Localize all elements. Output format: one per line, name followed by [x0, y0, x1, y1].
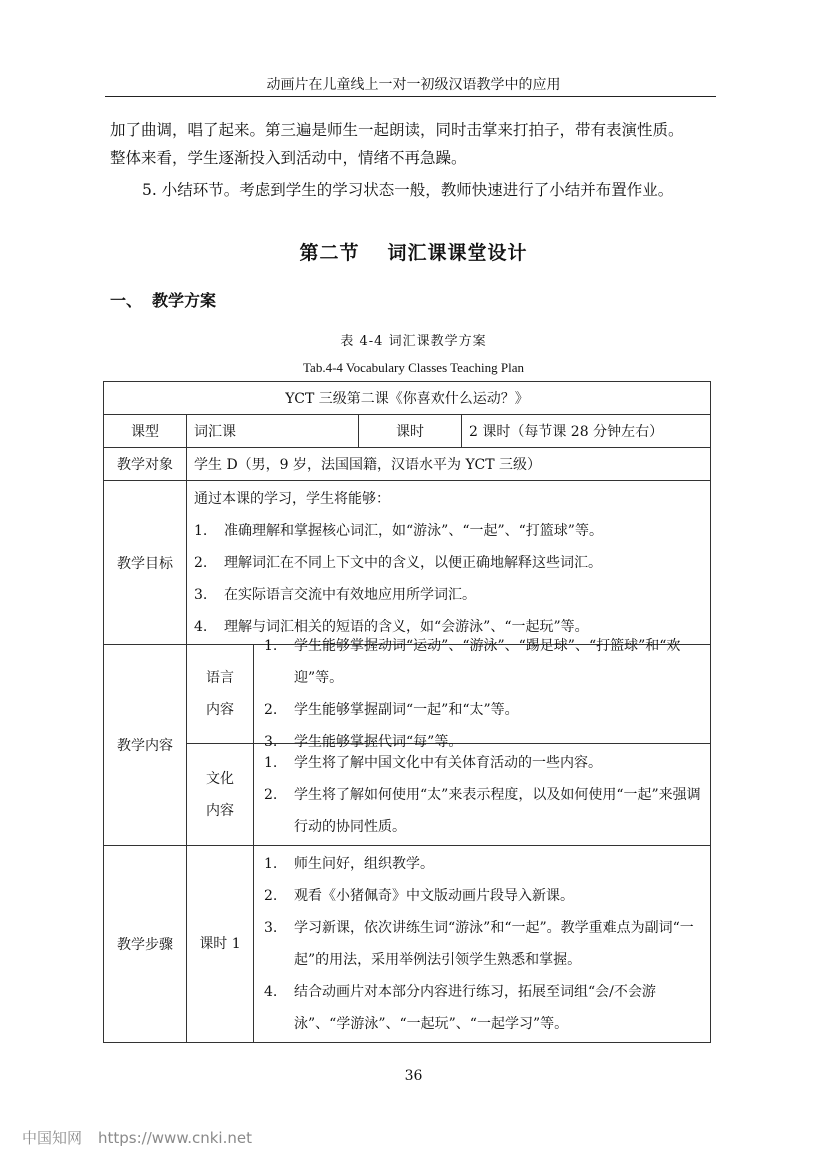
content-label: 教学内容: [104, 645, 187, 846]
language-content-block: [187, 638, 710, 750]
header-rule: [105, 96, 716, 97]
teaching-plan-table: [103, 381, 711, 1043]
period-label: 课时 1: [199, 936, 241, 952]
goals-intro: 通过本课的学习，学生将能够：: [194, 490, 390, 507]
lesson-title-cell: YCT 三级第二课《你喜欢什么运动？》: [104, 382, 711, 415]
goal-item: 4. 理解与词汇相关的短语的含义，如“会游泳”、“一起玩”等。: [194, 618, 589, 635]
watermark: [22, 1127, 252, 1148]
target-value: 学生 D（男，9 岁，法国国籍，汉语水平为 YCT 三级）: [187, 448, 711, 481]
watermark-url: https://www.cnki.net: [98, 1129, 252, 1147]
content-cell: [187, 638, 711, 846]
language-item: 3. 学生能够掌握代词“每”等。: [264, 734, 463, 750]
language-item: 2. 学生能够掌握副词“一起”和“太”等。: [264, 702, 519, 718]
step-item: 1. 师生问好，组织教学。: [264, 856, 434, 872]
section-title: [0, 238, 827, 265]
goals-label: 教学目标: [104, 481, 187, 645]
table-caption-en: Tab.4-4 Vocabulary Classes Teaching Plan: [303, 360, 524, 375]
goal-item: 1. 准确理解和掌握核心词汇，如“游泳”、“一起”、“打篮球”等。: [194, 522, 603, 539]
language-content-label: 语言 内容: [206, 670, 234, 718]
class-hours-label: 课时: [359, 415, 462, 448]
steps-cell: [187, 846, 711, 1043]
subsection-name: 教学方案: [152, 291, 217, 310]
goal-item: 3. 在实际语言交流中有效地应用所学词汇。: [194, 586, 476, 603]
course-type-label: 课型: [104, 415, 187, 448]
class-hours-value: 2 课时（每节课 28 分钟左右）: [462, 415, 711, 448]
watermark-brand: 中国知网: [22, 1129, 83, 1147]
body-paragraph-line: 加了曲调，唱了起来。第三遍是师生一起朗读，同时击掌来打拍子，带有表演性质。: [110, 121, 684, 139]
culture-item: 1. 学生将了解中国文化中有关体育活动的一些内容。: [264, 754, 602, 771]
step-item: 2. 观看《小猪佩奇》中文版动画片段导入新课。: [264, 888, 574, 904]
goal-item: 2. 理解词汇在不同上下文中的含义，以便正确地解释这些词汇。: [194, 554, 602, 571]
body-paragraph-item: 5. 小结环节。考虑到学生的学习状态一般，教师快速进行了小结并布置作业。: [142, 181, 674, 199]
running-header: 动画片在儿童线上一对一初级汉语教学中的应用: [266, 77, 561, 93]
course-type-value: 词汇课: [187, 415, 359, 448]
subsection-title: [110, 288, 216, 311]
subsection-number: 一、: [110, 291, 143, 310]
body-paragraph-line: 整体来看，学生逐渐投入到活动中，情绪不再急躁。: [110, 149, 467, 167]
steps-label: 教学步骤: [104, 846, 187, 1043]
culture-item: 2. 学生将了解如何使用“太”来表示程度，以及如何使用“一起”来强调行动的协同性质。: [264, 786, 701, 835]
section-name: 词汇课课堂设计: [387, 242, 528, 264]
culture-content-block: [187, 744, 710, 845]
goals-cell: [187, 481, 711, 645]
table-caption-zh: 表 4-4 词汇课教学方案: [340, 334, 487, 349]
step-item: 4. 结合动画片对本部分内容进行练习，拓展至词组“会/不会游泳”、“学游泳”、“一起玩”、“一起学习”等。: [264, 984, 656, 1032]
section-chapter: 第二节: [299, 242, 360, 264]
target-label: 教学对象: [104, 448, 187, 481]
language-item: 1. 学生能够掌握动词“运动”、“游泳”、“踢足球”、“打篮球”和“欢迎”等。: [264, 638, 681, 686]
step-item: 3. 学习新课，依次讲练生词“游泳”和“一起”。教学重难点为副词“一起”的用法，采用举例法引领学生熟悉和掌握。: [264, 920, 694, 968]
culture-content-label: 文化 内容: [206, 770, 234, 819]
page-number: 36: [404, 1068, 423, 1084]
